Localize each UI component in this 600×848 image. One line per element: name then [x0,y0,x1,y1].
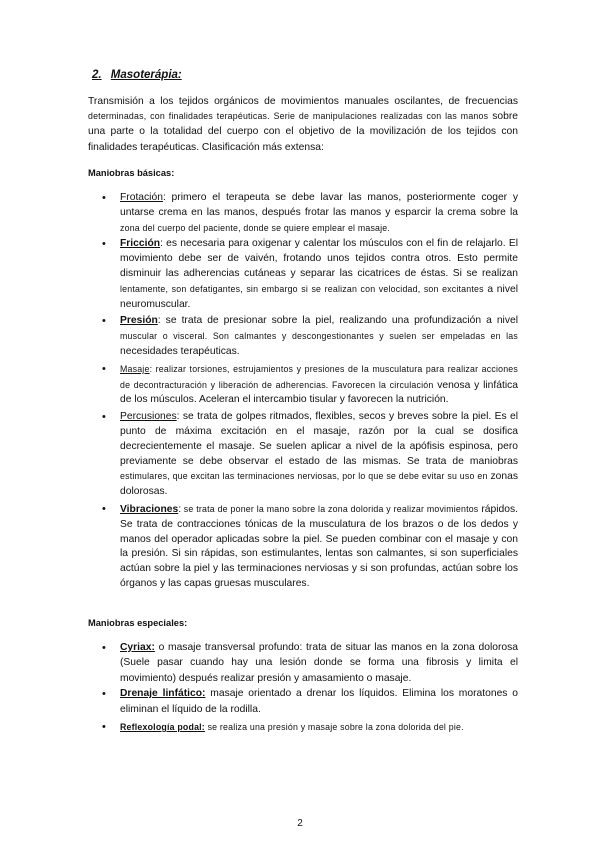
term: Percusiones [120,411,177,423]
term-sep: : [162,192,166,203]
intro-text-1: Transmisión a los tejidos orgánicos de movimientos manuales oscilantes, de frecuencias [88,96,518,107]
section-heading [92,69,182,81]
basic-maneuvers-list [0,191,600,592]
intro-text-3: sobre una parte o la totalidad del cuerpo con el objetivo de la movilización de los tejidos con finalidades terapéuticas. Clasificación más extensa: [88,111,519,153]
page-number: 2 [297,818,303,829]
item-text: o masaje transversal profundo: trata de situar las manos en la zona dolorosa (Suele pasar cuando hay una lesión donde se forma una fibrosis y limita el movimiento) después realizar presión y amasamiento o masaje. [120,642,518,684]
item-small-text: se realiza una presión y masaje sobre la zona dolorida del pie. [204,721,464,732]
item-text-2: necesidades terapéuticas. [120,345,240,357]
list-item [0,314,600,359]
bullet-icon: • [102,720,106,733]
term: Fricción [120,238,161,250]
item-text: se trata de presionar sobre la piel, realizando una profundización a nivel [160,315,518,327]
intro-paragraph [88,94,518,155]
bullet-icon: • [102,192,106,204]
item-small-text: zona del cuerpo del paciente, donde se quiere emplear el masaje. [120,222,391,233]
item-text: es necesaria para oxigenar y calentar los músculos con el fin de relajarlo. El movimiento debe ser de vaivén, frotando unos tejidos contra otros. Esto permite disminuir las adherencias cutáneas y separar las cicatrices de éstas. Si se realizan [120,238,518,279]
list-item [0,410,600,500]
item-text-2: zonas dolorosas. [120,471,518,498]
item-text: se trata de golpes ritmados, flexibles, secos y breves sobre la piel. Es el punto de máxima excitación en el masaje, razón por la cual se dosifica decrecientemente el masaje. Se suelen aplicar a nivel de la apófisis espinosa, pero previamente se debe observar el estado de las mismas. Se trata de maniobras [120,411,518,467]
intro-text-2: determinadas, con finalidades terapéuticas. Serie de manipulaciones realizadas con las manos [88,111,489,122]
item-text-2: rápidos. Se trata de contracciones tónicas de la musculatura de los brazos o de los dedos y manos del operador aplicadas sobre la piel. Se pueden combinar con el masaje y con la presión. Si sin rápidas, son estimulantes, lentas son calmantes, si son superficiales actúan sobre la piel y las terminaciones nerviosas y si son profundas, actúan sobre los órganos y las capas gruesas musculares. [120,503,518,589]
item-text: masaje orientado a drenar los líquidos. Elimina los moratones o eliminan el líquido de la rodilla. [120,688,518,716]
term: Vibraciones [120,503,179,515]
item-text: primero el terapeuta se debe lavar las manos, posteriormente coger y untarse crema en las manos, después frotar las manos y esparcir la crema sobre la [120,192,518,218]
bullet-icon: • [102,688,106,701]
item-small-text: lentamente, son defatigantes, sin embargo si se realizan con velocidad, son excitantes [120,283,484,294]
item-small-text: muscular o visceral. Son calmantes y descongestionantes y suelen ser empeladas en las [120,331,518,342]
term: Drenaje linfático: [120,688,206,700]
bullet-icon: • [102,502,106,515]
term: Cyriax: [120,642,155,653]
item-small-text: se trata de poner la mano sobre la zona dolorida y realizar movimientos [181,503,479,514]
basic-maneuvers-heading: Maniobras básicas: [88,168,175,178]
item-text-2: a nivel neuromuscular. [120,283,518,310]
bullet-icon: • [102,315,106,328]
term-sep: : [176,411,180,423]
list-item [0,191,600,236]
list-item [0,502,600,592]
section-number: 2. [92,69,102,81]
special-maneuvers-list [0,641,600,736]
list-item [0,237,600,312]
bullet-icon: • [102,642,106,654]
list-item [0,362,600,408]
list-item [0,687,600,718]
item-text-2: venosa y linfática de los músculos. Aceleran el intercambio tisular y favorecen la nutrición. [120,379,518,406]
section-title: Masoterápia: [110,69,182,81]
term: Reflexología podal: [120,721,205,732]
bullet-icon: • [102,411,106,424]
item-small-text: estimulares, que excitan las terminaciones nerviosas, por lo que se debe evitar su uso en [120,471,488,482]
term: Masaje [120,363,150,374]
bullet-icon: • [102,238,106,251]
term: Frotación [120,192,163,203]
term-sep: : [160,238,163,250]
term-sep: : [157,315,161,327]
bullet-icon: • [102,362,106,375]
special-maneuvers-heading: Maniobras especiales: [88,618,188,628]
item-small-text: realizar torsiones, estrujamientos y presiones de la musculatura para realizar acciones de decontracturación y liberación de adherencias. Favorecen la circulación [120,363,518,390]
list-item [0,720,600,736]
term: Presión [120,315,158,327]
list-item [0,641,600,686]
term-sep: : [178,503,182,515]
term-sep: : [149,363,153,374]
